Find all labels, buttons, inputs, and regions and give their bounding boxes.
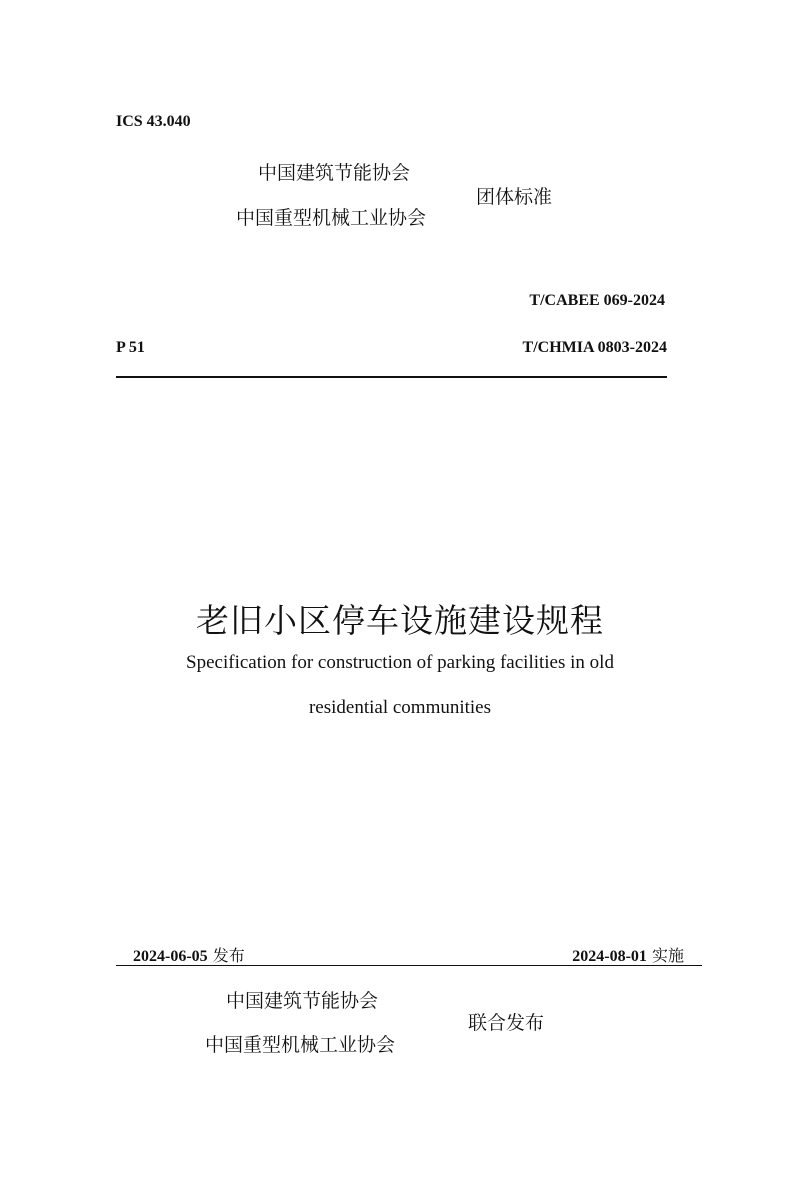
document-title-chinese: 老旧小区停车设施建设规程 (196, 601, 604, 640)
publisher-org-1: 中国建筑节能协会 (258, 162, 411, 184)
header-divider (116, 376, 667, 378)
implementation-date: 2024-08-01 (572, 948, 647, 965)
implementation-date-line (572, 943, 684, 966)
issue-label: 发布 (212, 946, 245, 965)
document-title-english-line1: Specification for construction of parking facilities in old (186, 652, 614, 673)
publisher-org-2: 中国重型机械工业协会 (236, 207, 427, 229)
document-title-english-line2: residential communities (308, 697, 492, 718)
standard-code-cabee: T/CABEE 069-2024 (529, 292, 665, 309)
footer-org-1: 中国建筑节能协会 (226, 990, 379, 1012)
standard-type: 团体标准 (476, 186, 553, 208)
issue-date: 2024-06-05 (133, 948, 208, 965)
issue-date-line (133, 943, 245, 966)
footer-org-2: 中国重型机械工业协会 (205, 1034, 396, 1056)
implementation-label: 实施 (651, 946, 684, 965)
standard-code-chmia: T/CHMIA 0803-2024 (522, 339, 667, 356)
classification-code: P 51 (116, 339, 145, 356)
ics-code: ICS 43.040 (116, 113, 191, 130)
joint-publish-label: 联合发布 (468, 1012, 545, 1034)
footer-divider (116, 965, 702, 966)
